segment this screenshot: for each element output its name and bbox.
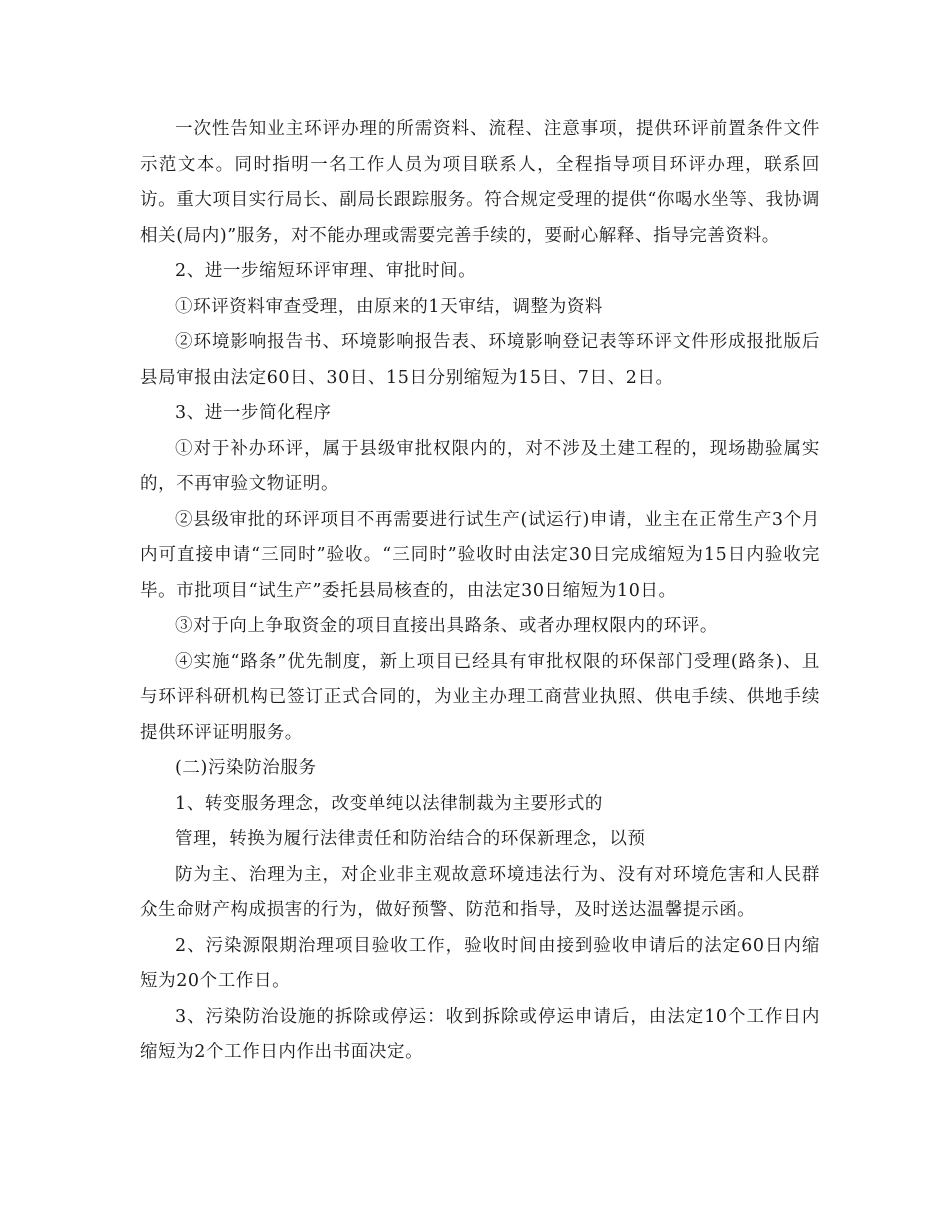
paragraph-management-concept: 管理，转换为履行法律责任和防治结合的环保新理念，以预 <box>175 829 646 849</box>
paragraph-facility-removal: 3、污染防治设施的拆除或停运：收到拆除或停运申请后，由法定10个工作日内缩短为2个工作日内作出书面决定。 <box>140 1006 820 1062</box>
paragraph-funding-projects: ③对于向上争取资金的项目直接出具路条、或者办理权限内的环评。 <box>175 616 718 636</box>
paragraph-supplementary-eia: ①对于补办环评，属于县级审批权限内的，对不涉及土建工程的，现场勘验属实的，不再审验文物证明。 <box>140 438 820 494</box>
paragraph-service-concept: 1、转变服务理念，改变单纯以法律制裁为主要形式的 <box>175 793 604 814</box>
paragraph-notification: 一次性告知业主环评办理的所需资料、流程、注意事项，提供环评前置条件文件示范文本。同时指明一名工作人员为项目联系人，全程指导项目环评办理，联系回访。重大项目实行局长、副局长跟踪服务。符合规定受理的提供“你喝水坐等、我协调相关(局内)”服务，对不能办理或需要完善手续的，要耐心解释、指导完善资料。 <box>140 119 820 246</box>
paragraph-prevention: 防为主、治理为主，对企业非主观故意环境违法行为、没有对环境危害和人民群众生命财产构成损害的行为，做好预警、防范和指导，及时送达温馨提示函。 <box>140 864 820 920</box>
paragraph-review-acceptance: ①环评资料审查受理，由原来的1天审结，调整为资料 <box>175 296 604 317</box>
paragraph-shorten-review-heading: 2、进一步缩短环评审理、审批时间。 <box>175 261 477 281</box>
paragraph-remediation-acceptance: 2、污染源限期治理项目验收工作，验收时间由接到验收申请后的法定60日内缩短为20个工作日。 <box>140 935 820 991</box>
document-body <box>140 112 820 1071</box>
paragraph-trial-production: ②县级审批的环评项目不再需要进行试生产(试运行)申请，业主在正常生产3个月内可直接申请“三同时”验收。“三同时”验收时由法定30日完成缩短为15日内验收完毕。市批项目“试生产”委托县局核查的，由法定30日缩短为10日。 <box>140 509 820 601</box>
paragraph-report-deadlines: ②环境影响报告书、环境影响报告表、环境影响登记表等环评文件形成报批版后县局审报由法定60日、30日、15日分别缩短为15日、7日、2日。 <box>140 332 820 388</box>
paragraph-simplify-heading: 3、进一步简化程序 <box>175 403 332 423</box>
section-heading-pollution: (二)污染防治服务 <box>175 758 317 778</box>
paragraph-priority-system: ④实施“路条”优先制度，新上项目已经具有审批权限的环保部门受理(路条)、且与环评科研机构已签订正式合同的，为业主办理工商营业执照、供电手续、供地手续提供环评证明服务。 <box>140 651 820 743</box>
